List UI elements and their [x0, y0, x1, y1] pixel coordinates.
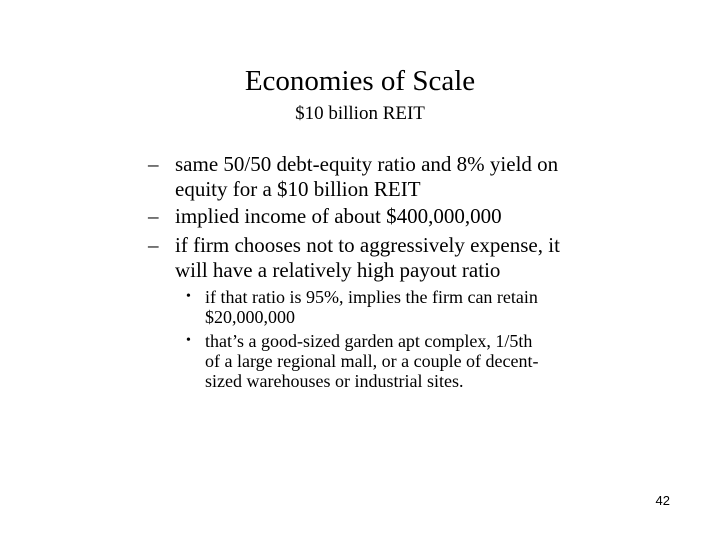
slide-subtitle: $10 billion REIT [295, 103, 425, 124]
bullet-text [175, 233, 645, 283]
sub-bullet-text [205, 331, 635, 391]
sub-bullet-text [205, 287, 635, 327]
dash-marker: – [148, 233, 159, 257]
bullet-dot-marker: • [186, 333, 191, 348]
sub-bullet-line: that’s a good-sized garden apt complex, 1/5th [205, 331, 533, 351]
dash-marker: – [148, 204, 159, 228]
bullet-line: if firm chooses not to aggressively expense, it [175, 233, 560, 257]
bullet-line: same 50/50 debt-equity ratio and 8% yield on [175, 152, 559, 176]
slide-title: Economies of Scale [244, 65, 476, 97]
bullet-line: equity for a $10 billion REIT [175, 177, 421, 201]
sub-bullet-line: $20,000,000 [205, 307, 295, 327]
sub-bullet-line: of a large regional mall, or a couple of decent- [205, 351, 539, 371]
bullet-dot-marker: • [186, 289, 191, 304]
dash-marker: – [148, 152, 159, 176]
bullet-text [175, 204, 645, 229]
page-number: 42 [655, 493, 670, 508]
bullet-text [175, 152, 645, 202]
bullet-line: implied income of about $400,000,000 [175, 204, 502, 228]
sub-bullet-line: sized warehouses or industrial sites. [205, 371, 464, 391]
sub-bullet-line: if that ratio is 95%, implies the firm can retain [205, 287, 538, 307]
bullet-line: will have a relatively high payout ratio [175, 258, 501, 282]
